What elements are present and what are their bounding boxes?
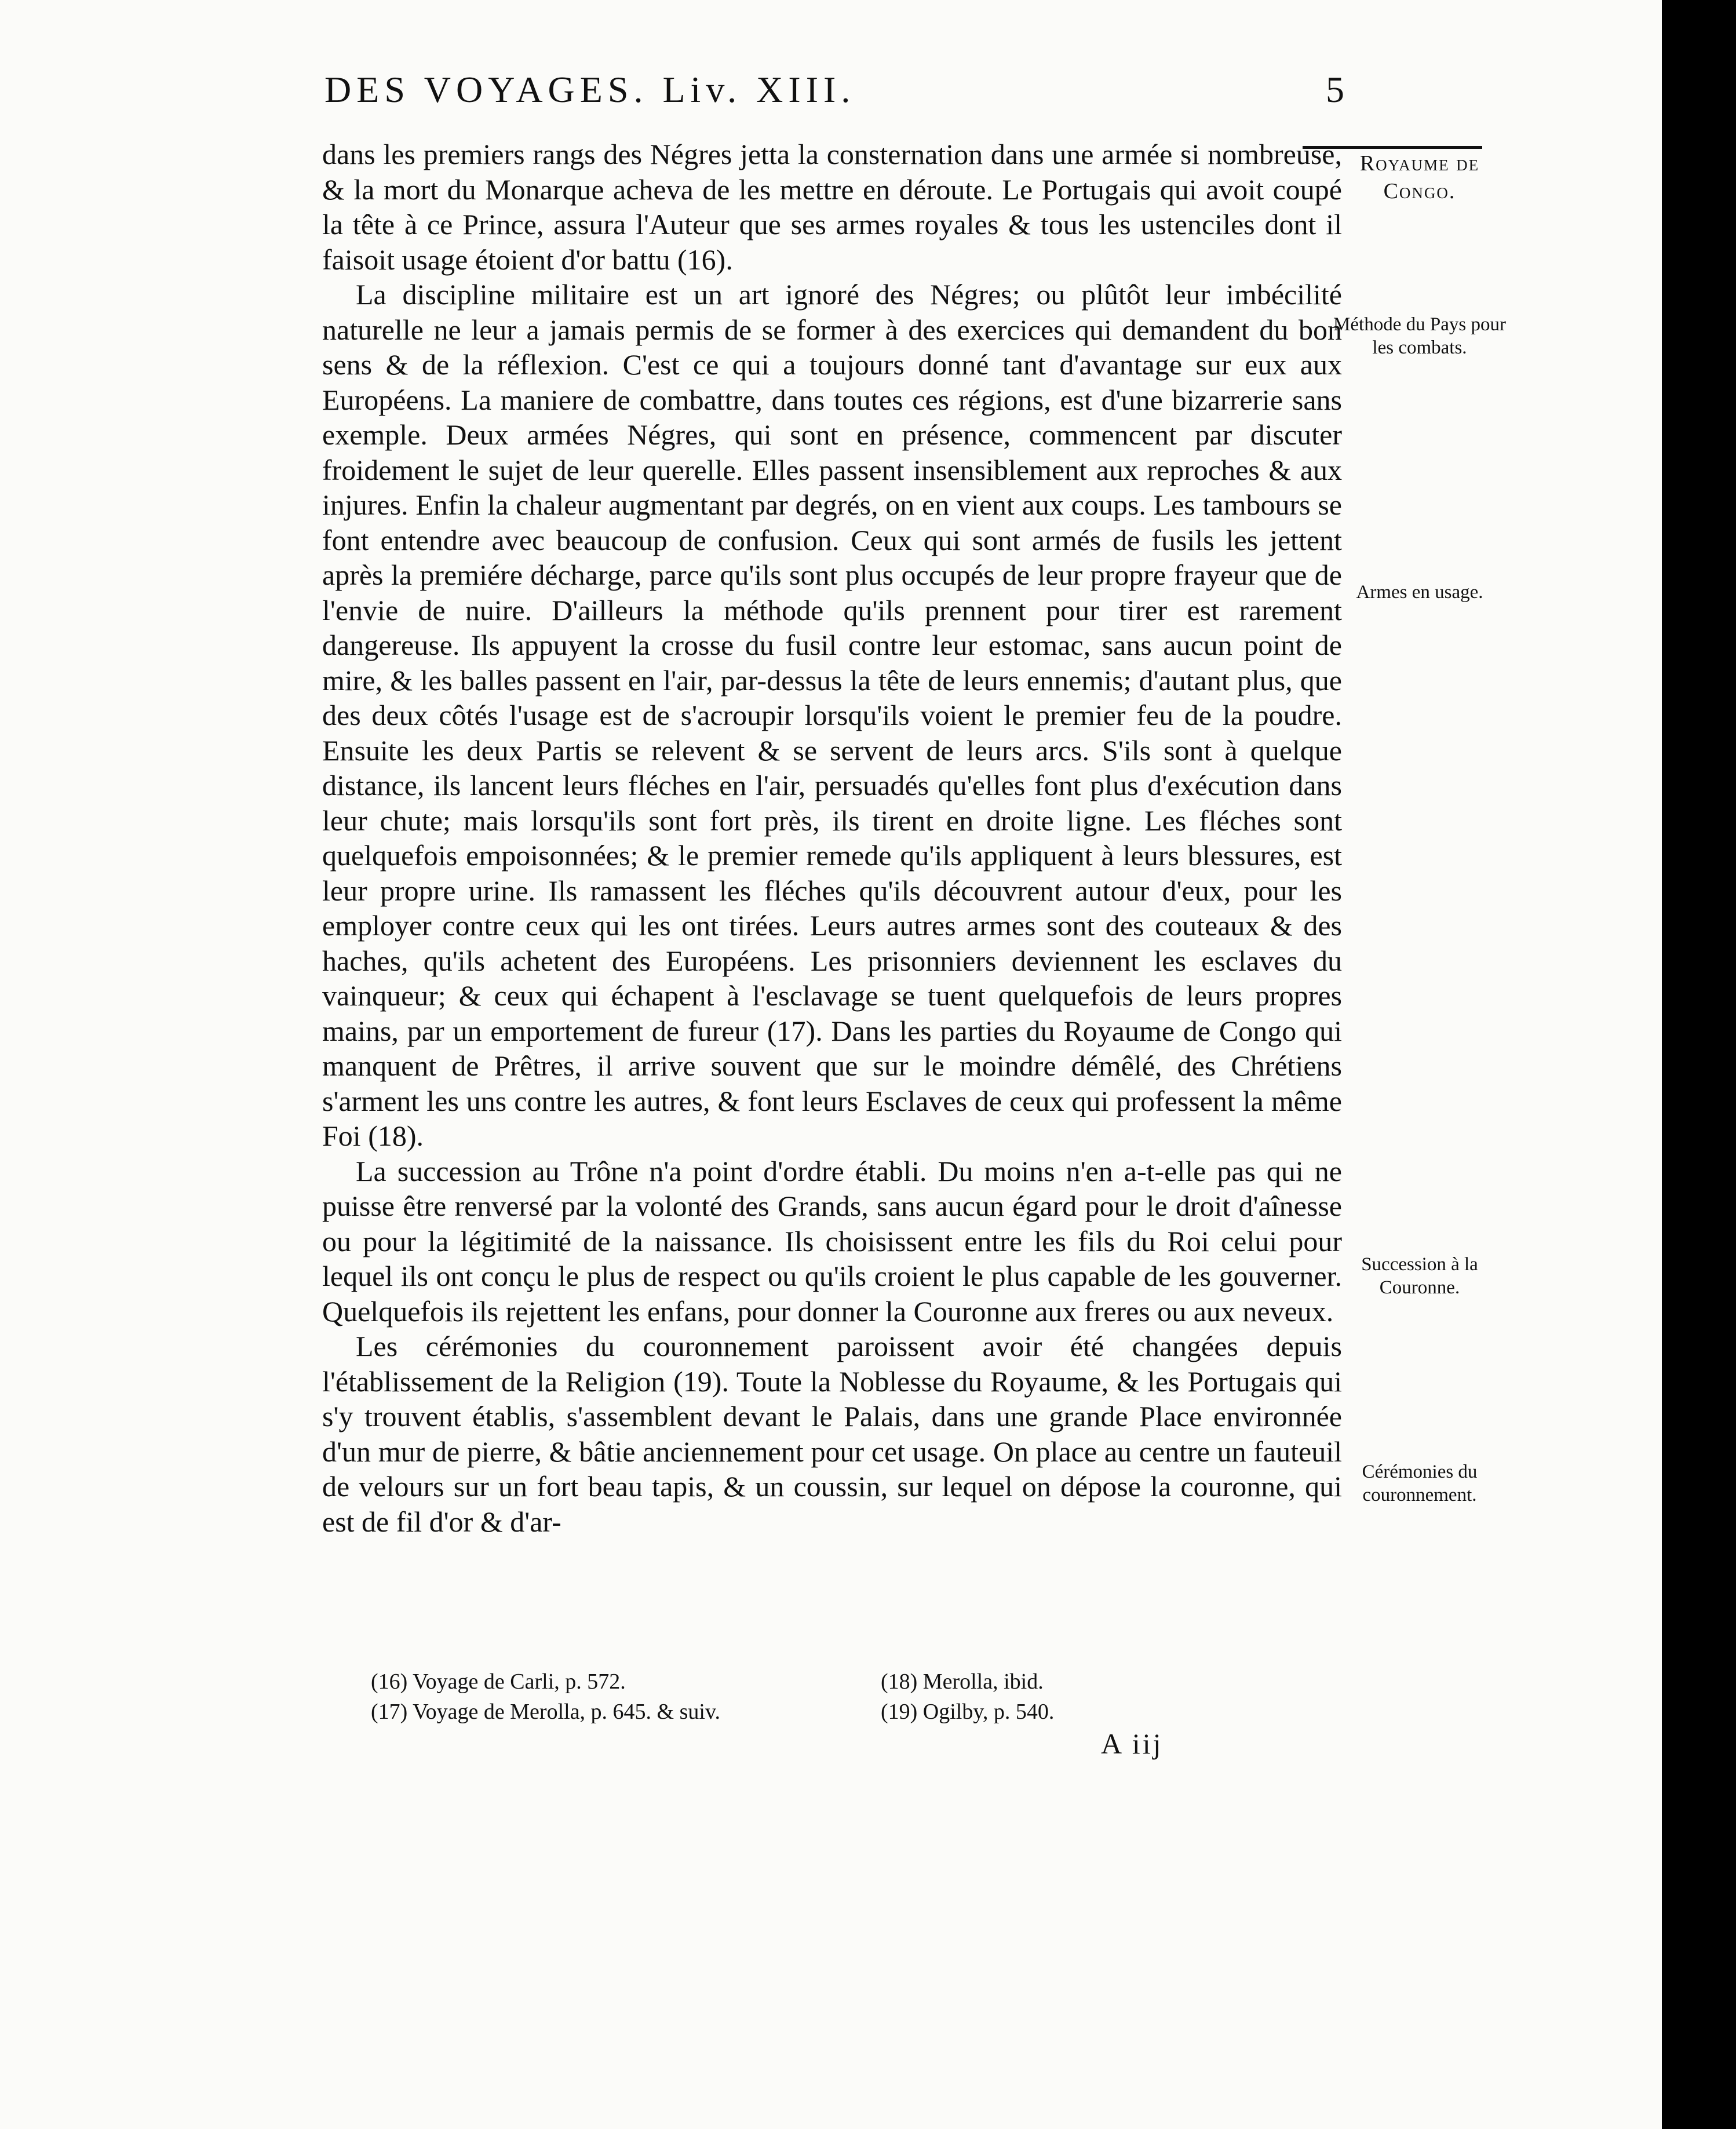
paragraph-2: La discipline militaire est un art ignoré des Négres; ou plûtôt leur imbécilité naturelle ne leur a jamais permis de se former à des exercices qui demandent du bon sens & de la réflexion. C'est ce qui a toujours donné tant d'avantage sur eux aux Européens. La maniere de combattre, dans toutes ces régions, est d'une bizarrerie sans exemple. Deux armées Négres, qui sont en présence, commencent par discuter froidement le sujet de leur querelle. Elles passent insensiblement aux reproches & aux injures. Enfin la chaleur augmentant par degrés, on en vient aux coups. Les tambours se font entendre avec beaucoup de confusion. Ceux qui sont armés de fusils les jettent après la premiére décharge, parce qu'ils sont plus occupés de leur propre frayeur que de l'envie de nuire. D'ailleurs la méthode qu'ils prennent pour tirer est rarement dangereuse. Ils appuyent la crosse du fusil contre leur estomac, sans aucun point de mire, & les balles passent en l'air, par-dessus la tête de leurs ennemis; d'autant plus, que des deux côtés l'usage est de s'acroupir lorsqu'ils voient le premier feu de la poudre. Ensuite les deux Partis se relevent & se servent de leurs arcs. S'ils sont à quelque distance, ils lancent leurs fléches en l'air, persuadés qu'elles font plus d'exécution dans leur chute; mais lorsqu'ils sont fort près, ils tirent en droite ligne. Les fléches sont quelquefois empoisonnées; & le premier remede qu'ils appliquent à leurs blessures, est leur propre urine. Ils ramassent les fléches qu'ils découvrent autour d'eux, pour les employer contre ceux qui les ont tirées. Leurs autres armes sont des couteaux & des haches, qu'ils achetent des Européens. Les prisonniers deviennent les esclaves du vainqueur; & ceux qui échapent à l'esclavage se tuent quelquefois de leurs propres mains, par un emportement de fureur (17). Dans les parties du Royaume de Congo qui manquent de Prêtres, il arrive souvent que sur le moindre démêlé, des Chrétiens s'arment les uns contre les autres, & font leurs Esclaves de ceux qui professent la même Foi (18). — [322, 278, 1342, 1152]
signature-mark: A iij — [1101, 1727, 1164, 1760]
margin-note-royaume: Royaume de Congo. — [1359, 151, 1480, 203]
margin-note-methode: Méthode du Pays pour les combats. — [1333, 314, 1506, 358]
paragraph-3: La succession au Trône n'a point d'ordre établi. Du moins n'en a-t-elle pas qui ne puisse être renversé par la volonté des Grands, sans aucun égard pour le droit d'aînesse ou pour la légitimité de la naissance. Ils choisissent entre les fils du Roi celui pour lequel ils ont conçu le plus de respect ou qu'ils croient le plus capable de les gouverner. Quelquefois ils rejettent les enfans, pour donner la Couronne aux freres ou aux neveux. — [322, 1154, 1342, 1328]
footnote-19: (19) Ogilby, p. 540. — [881, 1700, 1055, 1724]
scan-border — [1662, 0, 1736, 2129]
margin-note-succession: Succession à la Couronne. — [1361, 1254, 1478, 1298]
margin-note-armes: Armes en usage. — [1356, 582, 1483, 603]
page-header — [324, 68, 1344, 111]
margin-note-ceremonies: Cérémonies du couronnement. — [1362, 1461, 1478, 1505]
paragraph-1: dans les premiers rangs des Négres jetta la consternation dans une armée si nombreuse, & la mort du Monarque acheva de les mettre en déroute. Le Portugais qui avoit coupé la tête à ce Prince, assura l'Auteur que ses armes royales & tous les ustenciles dont il faisoit usage étoient d'or battu (16). — [322, 138, 1342, 276]
page-number: 5 — [1326, 69, 1344, 110]
footnotes — [371, 1668, 1356, 1726]
footnote-16: (16) Voyage de Carli, p. 572. — [371, 1669, 626, 1694]
paragraph-4: Les cérémonies du couronnement paroissent avoir été changées depuis l'établissement de la Religion (19). Toute la Noblesse du Royaume, & les Portugais qui s'y trouvent établis, s'assemblent devant le Palais, dans une grande Place environnée d'un mur de pierre, & bâtie anciennement pour cet usage. On place au centre un fauteuil de velours sur un fort beau tapis, & un coussin, sur lequel on dépose la couronne, qui est de fil d'or & d'ar- — [322, 1330, 1342, 1538]
footnote-18: (18) Merolla, ibid. — [881, 1669, 1044, 1694]
footnote-17: (17) Voyage de Merolla, p. 645. & suiv. — [371, 1700, 720, 1724]
body-text — [322, 137, 1342, 1539]
running-title: DES VOYAGES. Liv. XIII. — [324, 69, 856, 110]
